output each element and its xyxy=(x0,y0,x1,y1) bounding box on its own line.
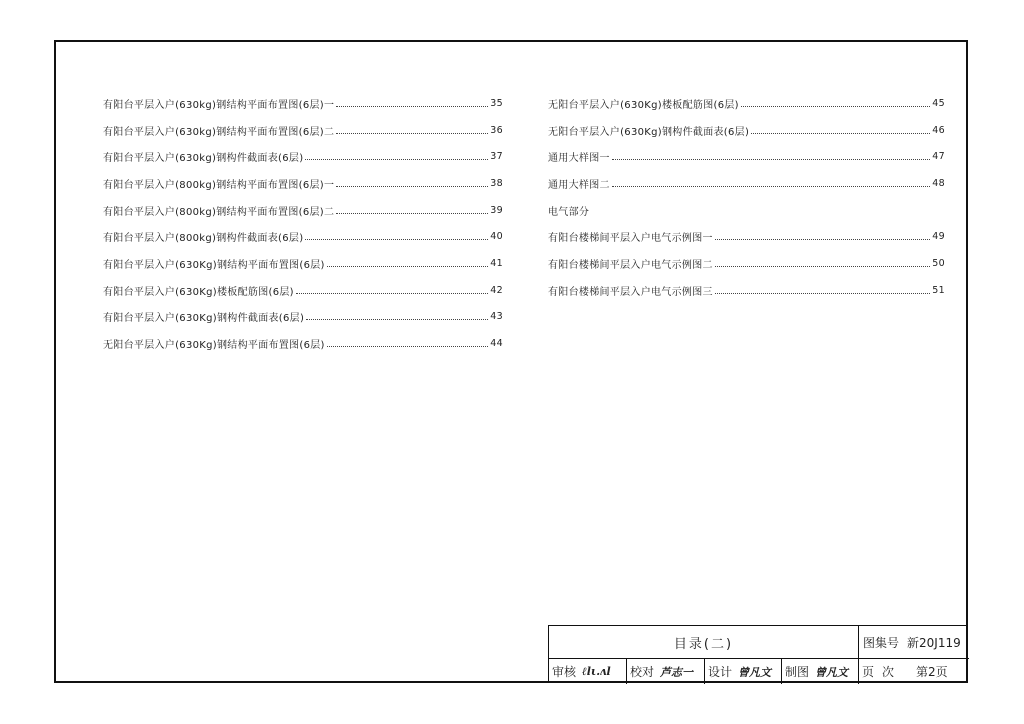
toc-entry-page: 49 xyxy=(932,231,945,243)
toc-entry xyxy=(103,170,503,197)
toc-entry-page: 41 xyxy=(490,257,503,269)
toc-entry-page: 51 xyxy=(932,284,945,296)
review-signature: ℓlι.ʌl xyxy=(582,665,611,678)
toc-entry-title: 有阳台楼梯间平层入户电气示例图三 xyxy=(548,286,713,298)
toc-entry-page: 42 xyxy=(490,284,503,296)
review-label: 审核 xyxy=(552,665,577,679)
toc-entry xyxy=(103,304,503,331)
design-label: 设计 xyxy=(708,665,733,679)
page-label: 页次 xyxy=(862,665,903,679)
section-title: 电气部分 xyxy=(548,206,590,218)
toc-entry-title: 通用大样图一 xyxy=(548,153,610,165)
toc-entry xyxy=(548,223,945,250)
toc-entry-page: 36 xyxy=(490,124,503,136)
toc-entry-page: 39 xyxy=(490,204,503,216)
toc-right-column xyxy=(548,90,945,304)
toc-entry-page: 35 xyxy=(490,97,503,109)
toc-entry-title: 无阳台平层入户(630Kg)钢构件截面表(6层) xyxy=(548,126,750,138)
toc-section-heading xyxy=(548,197,945,224)
toc-entry-title: 无阳台平层入户(630Kg)钢结构平面布置图(6层) xyxy=(103,340,325,352)
design-cell xyxy=(705,659,782,684)
toc-leader-dots xyxy=(751,133,930,134)
toc-entry-page: 46 xyxy=(932,124,945,136)
toc-leader-dots xyxy=(715,293,930,294)
toc-left-column xyxy=(103,90,503,357)
toc-entry xyxy=(103,277,503,304)
toc-entry-title: 通用大样图二 xyxy=(548,179,610,191)
signature-row xyxy=(549,659,969,684)
toc-leader-dots xyxy=(741,106,930,107)
title-block xyxy=(548,625,968,683)
toc-leader-dots xyxy=(612,159,930,160)
atlas-number-cell xyxy=(859,626,969,659)
toc-entry-title: 有阳台平层入户(630kg)钢结构平面布置图(6层)二 xyxy=(103,126,335,138)
toc-entry-title: 无阳台平层入户(630Kg)楼板配筋图(6层) xyxy=(548,99,739,111)
toc-entry-page: 38 xyxy=(490,177,503,189)
toc-entry-title: 有阳台平层入户(630kg)钢结构平面布置图(6层)一 xyxy=(103,99,335,111)
atlas-code: 新20J119 xyxy=(907,635,961,650)
toc-entry-page: 40 xyxy=(490,231,503,243)
toc-entry-page: 45 xyxy=(932,97,945,109)
toc-entry-title: 有阳台楼梯间平层入户电气示例图一 xyxy=(548,233,713,245)
toc-entry-page: 47 xyxy=(932,151,945,163)
toc-entry-title: 有阳台平层入户(800kg)钢结构平面布置图(6层)一 xyxy=(103,179,335,191)
toc-entry-title: 有阳台平层入户(630kg)钢构件截面表(6层) xyxy=(103,153,304,165)
toc-entry xyxy=(548,143,945,170)
toc-entry-title: 有阳台平层入户(630Kg)楼板配筋图(6层) xyxy=(103,286,294,298)
toc-entry xyxy=(103,143,503,170)
page-cell xyxy=(859,659,969,684)
toc-leader-dots xyxy=(336,133,488,134)
toc-entry-title: 有阳台平层入户(800kg)钢构件截面表(6层) xyxy=(103,233,304,245)
draw-signature: 曾凡文 xyxy=(815,665,849,679)
proof-cell xyxy=(627,659,705,684)
draw-label: 制图 xyxy=(785,665,810,679)
toc-leader-dots xyxy=(336,186,488,187)
toc-entry-page: 50 xyxy=(932,257,945,269)
toc-entry xyxy=(103,117,503,144)
toc-leader-dots xyxy=(336,106,488,107)
draw-cell xyxy=(782,659,859,684)
toc-entry xyxy=(103,250,503,277)
proof-label: 校对 xyxy=(630,665,655,679)
toc-entry xyxy=(103,197,503,224)
toc-leader-dots xyxy=(715,239,930,240)
atlas-label: 图集号 xyxy=(863,635,900,650)
toc-leader-dots xyxy=(327,346,489,347)
toc-leader-dots xyxy=(612,186,930,187)
toc-leader-dots xyxy=(336,213,488,214)
toc-entry-title: 有阳台平层入户(800kg)钢结构平面布置图(6层)二 xyxy=(103,206,335,218)
sheet-title: 目录(二) xyxy=(549,626,859,659)
toc-leader-dots xyxy=(715,266,930,267)
page-value: 第2页 xyxy=(916,665,948,679)
toc-entry xyxy=(548,250,945,277)
toc-leader-dots xyxy=(296,293,488,294)
toc-entry xyxy=(548,277,945,304)
toc-entry-page: 37 xyxy=(490,151,503,163)
toc-entry xyxy=(548,170,945,197)
design-signature: 曾凡文 xyxy=(738,665,772,679)
toc-entry xyxy=(548,117,945,144)
toc-entry xyxy=(103,223,503,250)
review-cell xyxy=(549,659,627,684)
toc-entry xyxy=(103,90,503,117)
toc-leader-dots xyxy=(305,159,488,160)
toc-entry-title: 有阳台平层入户(630Kg)钢构件截面表(6层) xyxy=(103,313,305,325)
toc-entry xyxy=(548,90,945,117)
toc-entry-page: 43 xyxy=(490,311,503,323)
proof-signature: 芦志一 xyxy=(660,665,694,679)
toc-leader-dots xyxy=(306,319,488,320)
toc-entry-page: 48 xyxy=(932,177,945,189)
toc-leader-dots xyxy=(305,239,488,240)
toc-entry-title: 有阳台平层入户(630Kg)钢结构平面布置图(6层) xyxy=(103,259,325,271)
toc-leader-dots xyxy=(327,266,489,267)
toc-entry-title: 有阳台楼梯间平层入户电气示例图二 xyxy=(548,259,713,271)
toc-entry xyxy=(103,330,503,357)
toc-entry-page: 44 xyxy=(490,338,503,350)
